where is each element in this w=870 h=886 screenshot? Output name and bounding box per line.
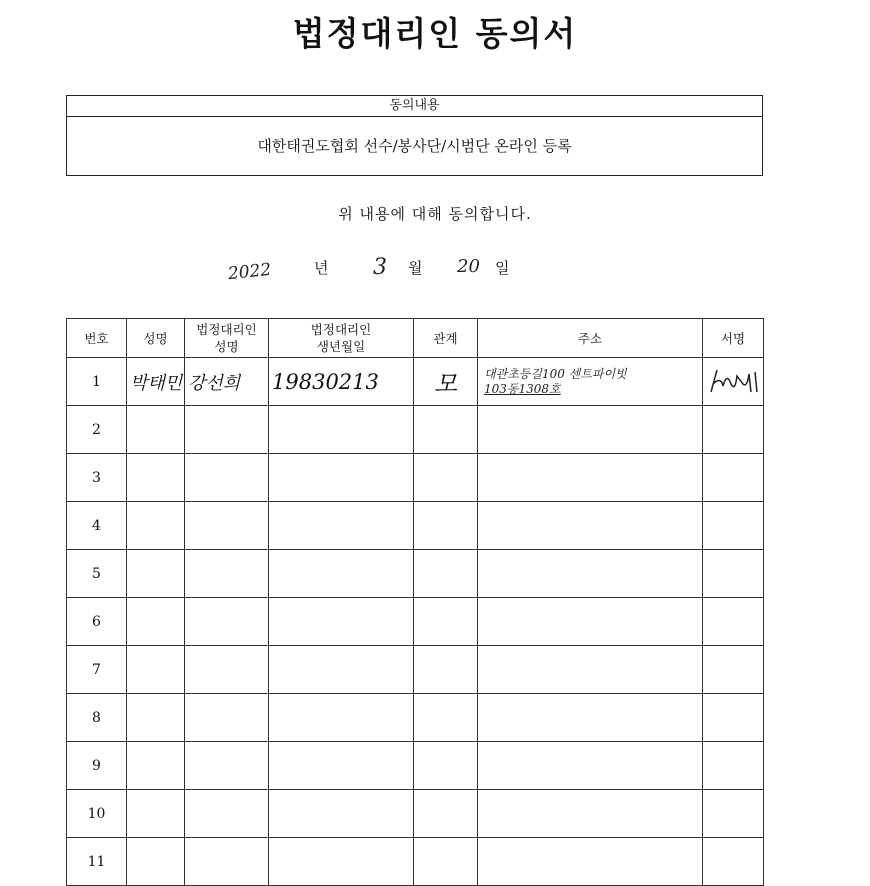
header-guardian-name-line2: 성명 [214,339,239,354]
table-row [67,694,764,742]
table-row [67,454,764,502]
empty-cell [185,790,269,838]
empty-cell [127,598,185,646]
empty-cell [269,646,414,694]
empty-cell [478,598,703,646]
row-number: 6 [67,598,127,646]
empty-cell [478,742,703,790]
header-guardian-birth [269,319,414,358]
table-row [67,406,764,454]
empty-cell [185,838,269,886]
empty-cell [414,646,478,694]
empty-cell [703,694,764,742]
empty-cell [414,598,478,646]
row-guardian-birth: 19830213 [269,358,414,406]
empty-cell [478,550,703,598]
registration-table [66,318,764,886]
table-header-row [67,319,764,358]
row-number: 7 [67,646,127,694]
empty-cell [478,790,703,838]
row-number: 10 [67,790,127,838]
date-day-label: 일 [495,259,510,277]
empty-cell [414,742,478,790]
empty-cell [127,454,185,502]
date-year-handwritten: 2022 [227,259,273,285]
header-relation: 관계 [414,319,478,358]
row-signature [703,358,764,406]
empty-cell [269,838,414,886]
empty-cell [703,454,764,502]
empty-cell [127,742,185,790]
empty-cell [703,838,764,886]
empty-cell [127,550,185,598]
empty-cell [478,406,703,454]
row-number: 3 [67,454,127,502]
empty-cell [414,406,478,454]
row-address-line1: 대관초등길100 센트파이빗 [484,366,627,381]
empty-cell [185,454,269,502]
table-row [67,502,764,550]
empty-cell [127,406,185,454]
signature-scribble [703,362,764,402]
empty-cell [185,550,269,598]
document-title: 법정대리인 동의서 [292,14,578,53]
empty-cell [185,502,269,550]
empty-cell [703,406,764,454]
row-number: 11 [67,838,127,886]
table-row [67,598,764,646]
header-address: 주소 [478,319,703,358]
empty-cell [414,838,478,886]
empty-cell [703,742,764,790]
empty-cell [127,790,185,838]
row-number: 2 [67,406,127,454]
date-day-handwritten: 20 [457,256,480,277]
header-name: 성명 [127,319,185,358]
empty-cell [478,454,703,502]
empty-cell [185,646,269,694]
row-number: 5 [67,550,127,598]
empty-cell [269,742,414,790]
empty-cell [478,646,703,694]
empty-cell [478,694,703,742]
empty-cell [269,598,414,646]
empty-cell [185,406,269,454]
date-year-label: 년 [314,259,329,277]
empty-cell [414,454,478,502]
empty-cell [414,790,478,838]
header-no: 번호 [67,319,127,358]
empty-cell [703,598,764,646]
consent-header: 동의내용 [67,96,762,117]
empty-cell [478,838,703,886]
row-address-line2: 103동1308호 [484,381,561,396]
row-guardian-name: 강선희 [185,358,269,406]
date-month-label: 월 [408,259,423,277]
table-row [67,550,764,598]
empty-cell [703,646,764,694]
empty-cell [478,502,703,550]
empty-cell [703,550,764,598]
table-row [67,838,764,886]
empty-cell [127,838,185,886]
agreement-statement: 위 내용에 대해 동의합니다. [338,205,532,223]
row-number: 1 [67,358,127,406]
table-row [67,742,764,790]
empty-cell [185,742,269,790]
empty-cell [269,550,414,598]
empty-cell [269,694,414,742]
empty-cell [269,454,414,502]
row-name: 박태민 [127,358,185,406]
header-guardian-name-line1: 법정대리인 [196,322,257,337]
row-number: 8 [67,694,127,742]
row-relation: 모 [414,358,478,406]
empty-cell [185,694,269,742]
empty-cell [127,502,185,550]
row-number: 4 [67,502,127,550]
table-row [67,790,764,838]
empty-cell [269,790,414,838]
header-guardian-birth-line1: 법정대리인 [310,322,372,337]
consent-box [66,95,763,176]
table-row [67,358,764,406]
date-month-handwritten: 3 [373,255,387,280]
consent-content: 대한태권도협회 선수/봉사단/시범단 온라인 등록 [257,137,572,155]
empty-cell [414,694,478,742]
header-signature: 서명 [703,319,764,358]
empty-cell [703,790,764,838]
empty-cell [127,646,185,694]
table-row [67,646,764,694]
header-guardian-birth-line2: 생년월일 [316,339,366,354]
empty-cell [269,406,414,454]
empty-cell [414,502,478,550]
empty-cell [127,694,185,742]
header-guardian-name [185,319,269,358]
empty-cell [185,598,269,646]
empty-cell [703,502,764,550]
row-address [478,358,703,406]
empty-cell [269,502,414,550]
empty-cell [414,550,478,598]
row-number: 9 [67,742,127,790]
